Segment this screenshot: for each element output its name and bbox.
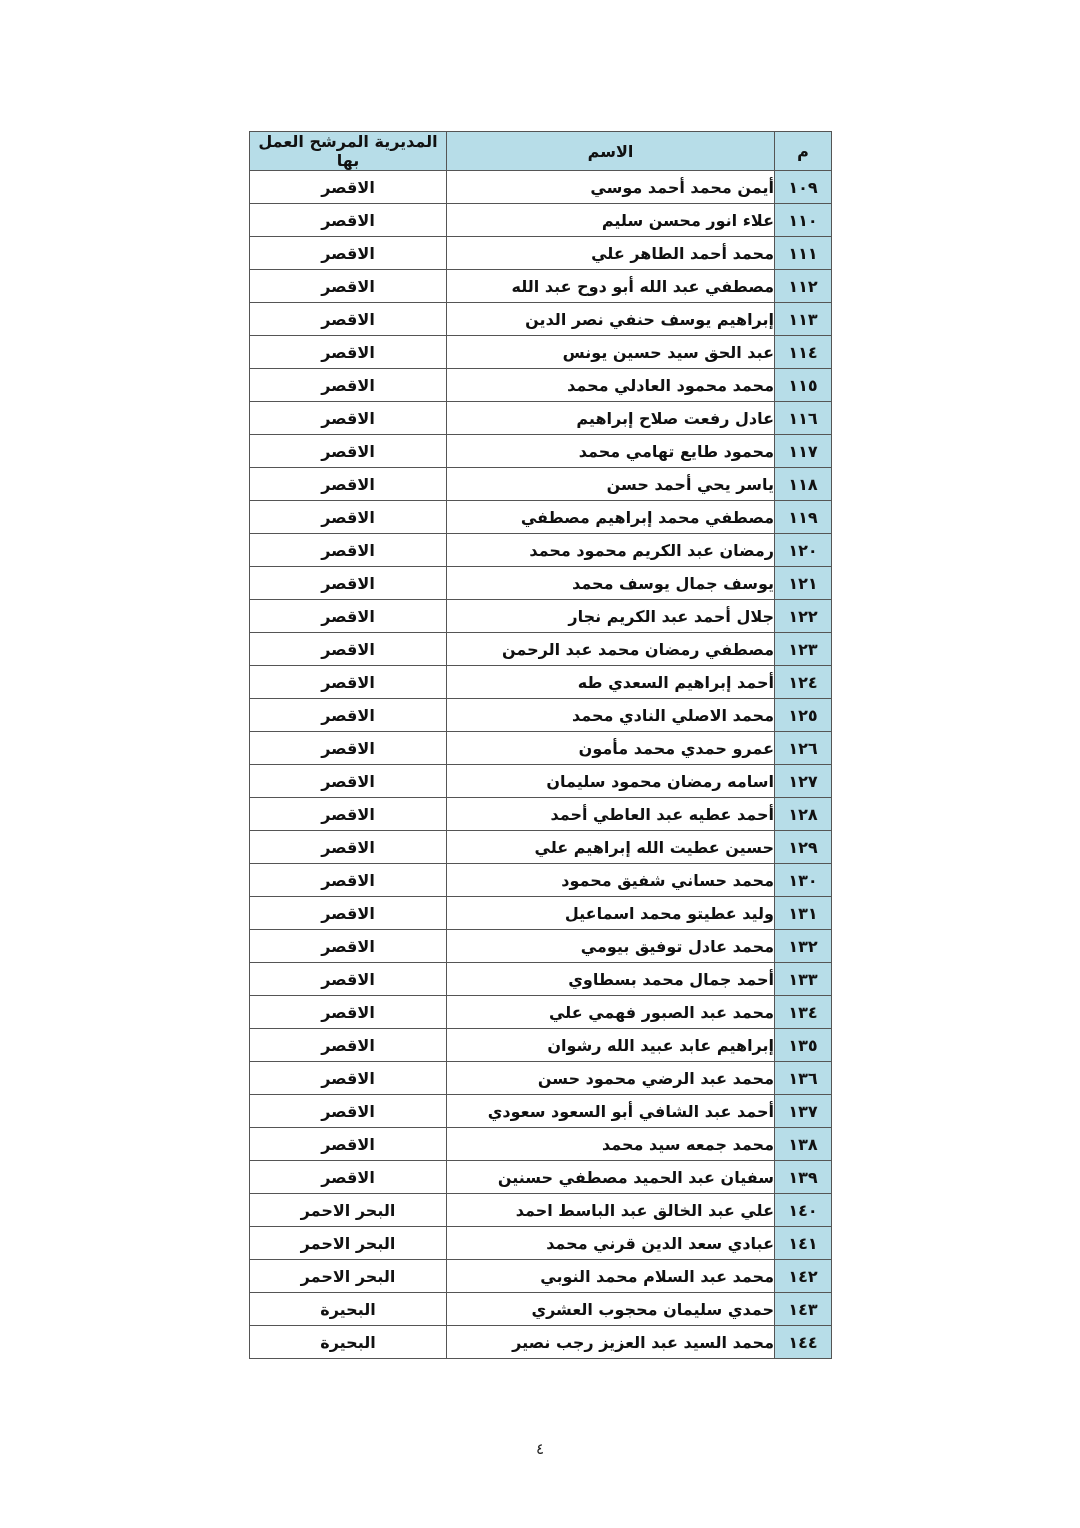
candidate-name: يوسف جمال يوسف محمد (447, 567, 775, 600)
table-row (250, 1293, 832, 1326)
table-row (250, 1062, 832, 1095)
candidate-directorate: الاقصر (250, 732, 447, 765)
table-row (250, 633, 832, 666)
table-row (250, 171, 832, 204)
candidate-name: محمود طايع تهامي محمد (447, 435, 775, 468)
candidate-name: أحمد جمال محمد بسطاوي (447, 963, 775, 996)
row-number: ١٢٥ (775, 699, 832, 732)
candidate-directorate: الاقصر (250, 402, 447, 435)
candidate-name: اسامه رمضان محمود سليمان (447, 765, 775, 798)
candidate-name: مصطفي عبد الله أبو دوح عبد الله (447, 270, 775, 303)
table-row (250, 1095, 832, 1128)
table-row (250, 369, 832, 402)
candidate-directorate: الاقصر (250, 1062, 447, 1095)
row-number: ١٣٠ (775, 864, 832, 897)
candidate-directorate: الاقصر (250, 468, 447, 501)
table-row (250, 402, 832, 435)
candidate-directorate: الاقصر (250, 204, 447, 237)
table-row (250, 501, 832, 534)
candidate-name: إبراهيم يوسف حنفي نصر الدين (447, 303, 775, 336)
candidate-directorate: الاقصر (250, 534, 447, 567)
table-row (250, 1326, 832, 1359)
candidate-directorate: الاقصر (250, 930, 447, 963)
candidate-directorate: البحر الاحمر (250, 1227, 447, 1260)
table-row (250, 897, 832, 930)
candidate-directorate: البحر الاحمر (250, 1260, 447, 1293)
candidate-directorate: الاقصر (250, 501, 447, 534)
table-body (250, 171, 832, 1359)
candidate-directorate: الاقصر (250, 699, 447, 732)
candidates-table (249, 131, 832, 1359)
candidate-directorate: الاقصر (250, 996, 447, 1029)
candidate-directorate: الاقصر (250, 1128, 447, 1161)
row-number: ١١٦ (775, 402, 832, 435)
candidate-directorate: الاقصر (250, 798, 447, 831)
header-directorate: المديرية المرشح العمل بها (250, 132, 447, 171)
candidate-name: حمدي سليمان محجوب العشري (447, 1293, 775, 1326)
table-row (250, 567, 832, 600)
header-number: م (775, 132, 832, 171)
candidate-name: محمد حساني شفيق محمود (447, 864, 775, 897)
table-row (250, 864, 832, 897)
candidate-directorate: الاقصر (250, 336, 447, 369)
row-number: ١٢٦ (775, 732, 832, 765)
row-number: ١٢٠ (775, 534, 832, 567)
table-row (250, 1161, 832, 1194)
row-number: ١٠٩ (775, 171, 832, 204)
candidate-name: مصطفي محمد إبراهيم مصطفي (447, 501, 775, 534)
candidate-name: علي عبد الخالق عبد الباسط احمد (447, 1194, 775, 1227)
candidate-name: محمد محمود العادلي محمد (447, 369, 775, 402)
candidate-name: أيمن محمد أحمد موسي (447, 171, 775, 204)
table-row (250, 1260, 832, 1293)
table-row (250, 798, 832, 831)
candidate-name: إبراهيم عابد عبيد الله رشوان (447, 1029, 775, 1062)
candidate-directorate: الاقصر (250, 435, 447, 468)
table-row (250, 1029, 832, 1062)
candidate-name: محمد عبد السلام محمد النوبي (447, 1260, 775, 1293)
table-row (250, 699, 832, 732)
row-number: ١٤٣ (775, 1293, 832, 1326)
row-number: ١٣٩ (775, 1161, 832, 1194)
candidate-name: أحمد عطيه عبد العاطي أحمد (447, 798, 775, 831)
row-number: ١١٧ (775, 435, 832, 468)
table-row (250, 666, 832, 699)
candidate-directorate: الاقصر (250, 897, 447, 930)
candidate-name: عبادي سعد الدين قرني محمد (447, 1227, 775, 1260)
candidate-directorate: الاقصر (250, 171, 447, 204)
candidate-directorate: البحر الاحمر (250, 1194, 447, 1227)
row-number: ١١٩ (775, 501, 832, 534)
row-number: ١١٣ (775, 303, 832, 336)
table-row (250, 600, 832, 633)
candidate-name: أحمد عبد الشافي أبو السعود سعودي (447, 1095, 775, 1128)
candidate-directorate: الاقصر (250, 633, 447, 666)
row-number: ١٤٢ (775, 1260, 832, 1293)
candidate-name: محمد السيد عبد العزيز رجب نصير (447, 1326, 775, 1359)
candidate-name: عادل رفعت صلاح إبراهيم (447, 402, 775, 435)
table-row (250, 237, 832, 270)
page-number: ٤ (535, 1440, 545, 1458)
candidate-name: حسين عطيت الله إبراهيم علي (447, 831, 775, 864)
header-row (250, 132, 832, 171)
row-number: ١٣٤ (775, 996, 832, 1029)
row-number: ١٣٥ (775, 1029, 832, 1062)
candidate-directorate: الاقصر (250, 831, 447, 864)
candidate-name: محمد أحمد الطاهر علي (447, 237, 775, 270)
row-number: ١٢٤ (775, 666, 832, 699)
candidate-directorate: الاقصر (250, 270, 447, 303)
table-row (250, 435, 832, 468)
table-row (250, 1194, 832, 1227)
candidate-directorate: الاقصر (250, 1161, 447, 1194)
table-row (250, 336, 832, 369)
table-row (250, 303, 832, 336)
candidate-directorate: الاقصر (250, 963, 447, 996)
row-number: ١١٢ (775, 270, 832, 303)
row-number: ١٤٠ (775, 1194, 832, 1227)
table-row (250, 732, 832, 765)
candidate-directorate: الاقصر (250, 567, 447, 600)
row-number: ١١٨ (775, 468, 832, 501)
table-row (250, 270, 832, 303)
candidate-directorate: الاقصر (250, 666, 447, 699)
candidate-directorate: الاقصر (250, 765, 447, 798)
candidate-name: محمد الاصلي النادي محمد (447, 699, 775, 732)
row-number: ١٣٢ (775, 930, 832, 963)
table-header (250, 132, 832, 171)
candidate-directorate: الاقصر (250, 600, 447, 633)
table-row (250, 1128, 832, 1161)
table-row (250, 1227, 832, 1260)
row-number: ١٤٤ (775, 1326, 832, 1359)
candidate-directorate: الاقصر (250, 303, 447, 336)
header-name: الاسم (447, 132, 775, 171)
row-number: ١٢٣ (775, 633, 832, 666)
candidate-directorate: الاقصر (250, 1029, 447, 1062)
table-row (250, 468, 832, 501)
candidate-name: أحمد إبراهيم السعدي طه (447, 666, 775, 699)
candidate-name: محمد عبد الصبور فهمي علي (447, 996, 775, 1029)
candidate-name: ياسر يحي أحمد حسن (447, 468, 775, 501)
candidate-name: علاء انور محسن سليم (447, 204, 775, 237)
table-row (250, 204, 832, 237)
candidate-name: مصطفي رمضان محمد عبد الرحمن (447, 633, 775, 666)
candidate-directorate: البحيرة (250, 1293, 447, 1326)
candidate-directorate: الاقصر (250, 237, 447, 270)
candidate-name: عبد الحق سيد حسين يونس (447, 336, 775, 369)
row-number: ١٣٧ (775, 1095, 832, 1128)
row-number: ١١٤ (775, 336, 832, 369)
candidate-name: محمد جمعه سيد محمد (447, 1128, 775, 1161)
candidate-directorate: الاقصر (250, 369, 447, 402)
table-row (250, 996, 832, 1029)
row-number: ١١١ (775, 237, 832, 270)
candidate-name: محمد عبد الرضي محمود حسن (447, 1062, 775, 1095)
row-number: ١١٥ (775, 369, 832, 402)
candidate-name: سفيان عبد الحميد مصطفي حسنين (447, 1161, 775, 1194)
table-row (250, 534, 832, 567)
candidate-name: رمضان عبد الكريم محمود محمد (447, 534, 775, 567)
row-number: ١٤١ (775, 1227, 832, 1260)
row-number: ١٢٢ (775, 600, 832, 633)
row-number: ١٢٨ (775, 798, 832, 831)
candidate-directorate: الاقصر (250, 1095, 447, 1128)
table-row (250, 831, 832, 864)
candidate-name: عمرو حمدي محمد مأمون (447, 732, 775, 765)
candidate-directorate: البحيرة (250, 1326, 447, 1359)
candidate-name: وليد عطيتو محمد اسماعيل (447, 897, 775, 930)
table-row (250, 963, 832, 996)
row-number: ١٣٨ (775, 1128, 832, 1161)
row-number: ١٢٩ (775, 831, 832, 864)
candidate-directorate: الاقصر (250, 864, 447, 897)
row-number: ١٢٧ (775, 765, 832, 798)
candidate-name: محمد عادل توفيق بيومي (447, 930, 775, 963)
row-number: ١٣٣ (775, 963, 832, 996)
row-number: ١٣٦ (775, 1062, 832, 1095)
row-number: ١١٠ (775, 204, 832, 237)
candidate-name: جلال أحمد عبد الكريم نجار (447, 600, 775, 633)
table-row (250, 930, 832, 963)
row-number: ١٢١ (775, 567, 832, 600)
table-row (250, 765, 832, 798)
row-number: ١٣١ (775, 897, 832, 930)
